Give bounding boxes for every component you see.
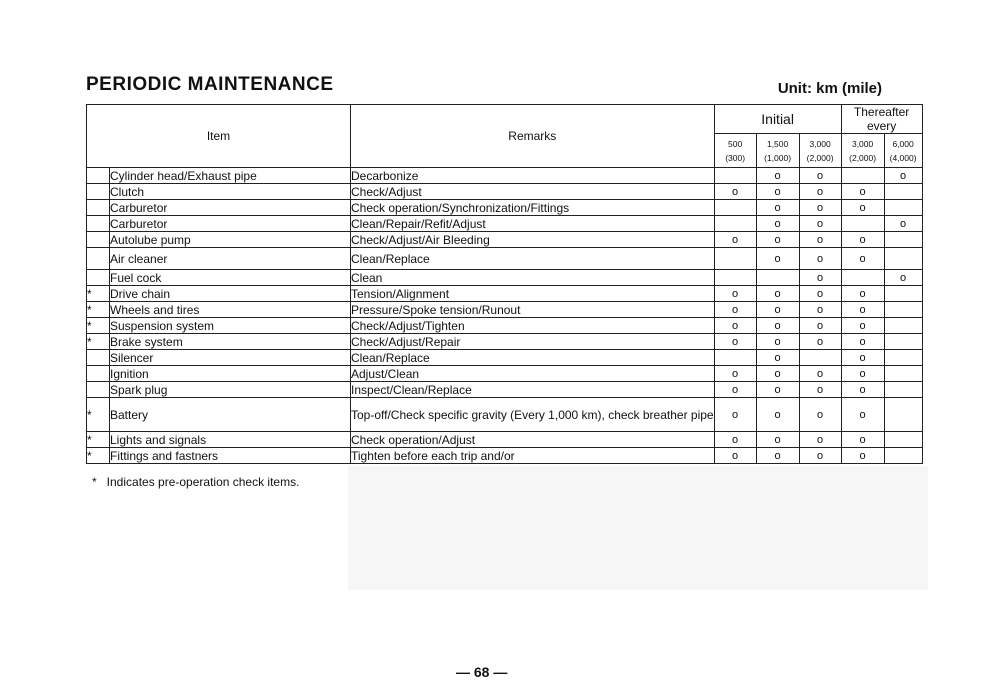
table-row bbox=[87, 248, 923, 270]
remark-cell: Check/Adjust/Repair bbox=[351, 334, 715, 350]
pre-operation-mark: * bbox=[87, 302, 110, 318]
check-cell bbox=[884, 398, 922, 432]
item-cell: Drive chain bbox=[110, 286, 351, 302]
check-cell: o bbox=[714, 382, 756, 398]
check-cell: o bbox=[799, 200, 841, 216]
item-cell: Battery bbox=[110, 398, 351, 432]
pre-operation-mark: * bbox=[87, 432, 110, 448]
item-cell: Brake system bbox=[110, 334, 351, 350]
table-row bbox=[87, 366, 923, 382]
check-cell: o bbox=[799, 168, 841, 184]
table-row bbox=[87, 270, 923, 286]
check-cell bbox=[884, 334, 922, 350]
check-cell: o bbox=[841, 334, 884, 350]
pre-operation-mark bbox=[87, 200, 110, 216]
check-cell: o bbox=[756, 398, 799, 432]
pre-operation-mark bbox=[87, 248, 110, 270]
check-cell bbox=[714, 350, 756, 366]
item-cell: Fittings and fastners bbox=[110, 448, 351, 464]
interval-mile: (1,000) bbox=[764, 152, 792, 163]
remark-cell: Adjust/Clean bbox=[351, 366, 715, 382]
check-cell: o bbox=[884, 168, 922, 184]
check-cell: o bbox=[756, 432, 799, 448]
remark-cell: Check/Adjust/Air Bleeding bbox=[351, 232, 715, 248]
check-cell: o bbox=[799, 448, 841, 464]
check-cell: o bbox=[756, 350, 799, 366]
check-cell bbox=[714, 216, 756, 232]
table-row bbox=[87, 200, 923, 216]
check-cell: o bbox=[841, 302, 884, 318]
item-cell: Carburetor bbox=[110, 216, 351, 232]
check-cell: o bbox=[756, 366, 799, 382]
check-cell bbox=[884, 318, 922, 334]
remark-cell: Check/Adjust bbox=[351, 184, 715, 200]
item-cell: Suspension system bbox=[110, 318, 351, 334]
check-cell: o bbox=[799, 184, 841, 200]
check-cell: o bbox=[714, 448, 756, 464]
check-cell: o bbox=[714, 432, 756, 448]
interval-header bbox=[714, 134, 756, 168]
check-cell: o bbox=[841, 382, 884, 398]
remark-cell: Pressure/Spoke tension/Runout bbox=[351, 302, 715, 318]
check-cell: o bbox=[841, 232, 884, 248]
check-cell bbox=[841, 216, 884, 232]
pre-operation-mark bbox=[87, 184, 110, 200]
check-cell: o bbox=[714, 184, 756, 200]
check-cell: o bbox=[714, 318, 756, 334]
check-cell: o bbox=[756, 168, 799, 184]
interval-mile: (2,000) bbox=[849, 152, 877, 163]
check-cell: o bbox=[714, 302, 756, 318]
pre-operation-mark bbox=[87, 168, 110, 184]
check-cell: o bbox=[799, 286, 841, 302]
pre-operation-mark: * bbox=[87, 334, 110, 350]
check-cell bbox=[756, 270, 799, 286]
remarks-header: Remarks bbox=[351, 105, 715, 168]
check-cell: o bbox=[756, 216, 799, 232]
pre-operation-mark bbox=[87, 350, 110, 366]
check-cell: o bbox=[799, 248, 841, 270]
check-cell: o bbox=[799, 366, 841, 382]
table-row bbox=[87, 216, 923, 232]
check-cell: o bbox=[799, 216, 841, 232]
interval-header bbox=[756, 134, 799, 168]
check-cell: o bbox=[714, 366, 756, 382]
check-cell bbox=[884, 200, 922, 216]
interval-km: 1,500 bbox=[766, 138, 789, 149]
table-row bbox=[87, 184, 923, 200]
item-cell: Cylinder head/Exhaust pipe bbox=[110, 168, 351, 184]
interval-mile: (2,000) bbox=[806, 152, 834, 163]
pre-operation-mark: * bbox=[87, 398, 110, 432]
check-cell: o bbox=[714, 286, 756, 302]
interval-km: 6,000 bbox=[892, 138, 914, 149]
check-cell: o bbox=[756, 334, 799, 350]
item-cell: Autolube pump bbox=[110, 232, 351, 248]
item-cell: Spark plug bbox=[110, 382, 351, 398]
interval-header bbox=[884, 134, 922, 168]
table-row bbox=[87, 382, 923, 398]
check-cell: o bbox=[714, 398, 756, 432]
check-cell: o bbox=[756, 184, 799, 200]
remark-cell: Check operation/Adjust bbox=[351, 432, 715, 448]
check-cell: o bbox=[756, 286, 799, 302]
pre-operation-mark: * bbox=[87, 318, 110, 334]
table-row bbox=[87, 448, 923, 464]
check-cell bbox=[841, 168, 884, 184]
check-cell: o bbox=[841, 286, 884, 302]
check-cell bbox=[884, 302, 922, 318]
item-header: Item bbox=[87, 105, 351, 168]
item-cell: Fuel cock bbox=[110, 270, 351, 286]
pre-operation-mark: * bbox=[87, 286, 110, 302]
pre-operation-mark bbox=[87, 270, 110, 286]
table-row bbox=[87, 318, 923, 334]
remark-cell: Clean bbox=[351, 270, 715, 286]
remark-cell: Clean/Repair/Refit/Adjust bbox=[351, 216, 715, 232]
pre-operation-mark bbox=[87, 232, 110, 248]
check-cell bbox=[884, 184, 922, 200]
remark-cell: Clean/Replace bbox=[351, 350, 715, 366]
table-row bbox=[87, 334, 923, 350]
check-cell bbox=[714, 270, 756, 286]
check-cell bbox=[884, 382, 922, 398]
footnote bbox=[92, 475, 299, 489]
check-cell: o bbox=[756, 318, 799, 334]
check-cell: o bbox=[799, 318, 841, 334]
check-cell: o bbox=[756, 448, 799, 464]
check-cell: o bbox=[714, 334, 756, 350]
remark-cell: Check/Adjust/Tighten bbox=[351, 318, 715, 334]
interval-mile: (300) bbox=[725, 152, 746, 163]
remark-cell: Top-off/Check specific gravity (Every 1,000 km), check breather pipe bbox=[351, 398, 715, 432]
table-row bbox=[87, 168, 923, 184]
pre-operation-mark bbox=[87, 366, 110, 382]
interval-km: 3,000 bbox=[851, 138, 874, 149]
check-cell: o bbox=[841, 200, 884, 216]
check-cell: o bbox=[799, 398, 841, 432]
check-cell: o bbox=[841, 248, 884, 270]
check-cell: o bbox=[756, 232, 799, 248]
check-cell: o bbox=[799, 302, 841, 318]
check-cell bbox=[884, 232, 922, 248]
table-row bbox=[87, 398, 923, 432]
item-cell: Ignition bbox=[110, 366, 351, 382]
check-cell: o bbox=[841, 350, 884, 366]
check-cell: o bbox=[884, 270, 922, 286]
thereafter-header: Thereafter every bbox=[841, 105, 922, 134]
footnote-star: * bbox=[92, 475, 97, 489]
table-row bbox=[87, 232, 923, 248]
table-row bbox=[87, 302, 923, 318]
interval-mile: (4,000) bbox=[889, 152, 917, 163]
check-cell bbox=[884, 350, 922, 366]
check-cell: o bbox=[756, 248, 799, 270]
remark-cell: Tighten before each trip and/or bbox=[351, 448, 715, 464]
pre-operation-mark bbox=[87, 382, 110, 398]
item-cell: Wheels and tires bbox=[110, 302, 351, 318]
table-row bbox=[87, 432, 923, 448]
check-cell: o bbox=[841, 318, 884, 334]
item-cell: Air cleaner bbox=[110, 248, 351, 270]
remark-cell: Tension/Alignment bbox=[351, 286, 715, 302]
check-cell bbox=[841, 270, 884, 286]
table-row bbox=[87, 350, 923, 366]
check-cell: o bbox=[799, 382, 841, 398]
unit-label: Unit: km (mile) bbox=[777, 80, 882, 97]
check-cell bbox=[884, 448, 922, 464]
pre-operation-mark bbox=[87, 216, 110, 232]
remark-cell: Clean/Replace bbox=[351, 248, 715, 270]
check-cell bbox=[884, 366, 922, 382]
check-cell bbox=[714, 248, 756, 270]
check-cell: o bbox=[799, 334, 841, 350]
table-row bbox=[87, 286, 923, 302]
check-cell: o bbox=[799, 232, 841, 248]
check-cell: o bbox=[714, 232, 756, 248]
page-number: — 68 — bbox=[456, 664, 508, 680]
check-cell: o bbox=[841, 398, 884, 432]
check-cell bbox=[714, 200, 756, 216]
check-cell bbox=[884, 248, 922, 270]
item-cell: Clutch bbox=[110, 184, 351, 200]
check-cell: o bbox=[841, 432, 884, 448]
background-shade bbox=[348, 466, 928, 590]
maintenance-table bbox=[86, 104, 923, 464]
check-cell: o bbox=[756, 382, 799, 398]
check-cell: o bbox=[756, 200, 799, 216]
check-cell: o bbox=[799, 270, 841, 286]
interval-header bbox=[841, 134, 884, 168]
interval-km: 3,000 bbox=[809, 138, 831, 149]
remark-cell: Check operation/Synchronization/Fittings bbox=[351, 200, 715, 216]
pre-operation-mark: * bbox=[87, 448, 110, 464]
check-cell: o bbox=[841, 184, 884, 200]
remark-cell: Inspect/Clean/Replace bbox=[351, 382, 715, 398]
footnote-text: Indicates pre-operation check items. bbox=[106, 475, 300, 489]
check-cell: o bbox=[884, 216, 922, 232]
check-cell: o bbox=[799, 432, 841, 448]
check-cell bbox=[714, 168, 756, 184]
item-cell: Silencer bbox=[110, 350, 351, 366]
check-cell: o bbox=[841, 448, 884, 464]
check-cell bbox=[884, 286, 922, 302]
check-cell bbox=[884, 432, 922, 448]
remark-cell: Decarbonize bbox=[351, 168, 715, 184]
interval-km: 500 bbox=[728, 138, 743, 149]
initial-header: Initial bbox=[714, 105, 841, 134]
page-title: PERIODIC MAINTENANCE bbox=[86, 74, 334, 95]
check-cell: o bbox=[756, 302, 799, 318]
interval-header bbox=[799, 134, 841, 168]
item-cell: Carburetor bbox=[110, 200, 351, 216]
item-cell: Lights and signals bbox=[110, 432, 351, 448]
check-cell: o bbox=[841, 366, 884, 382]
check-cell bbox=[799, 350, 841, 366]
